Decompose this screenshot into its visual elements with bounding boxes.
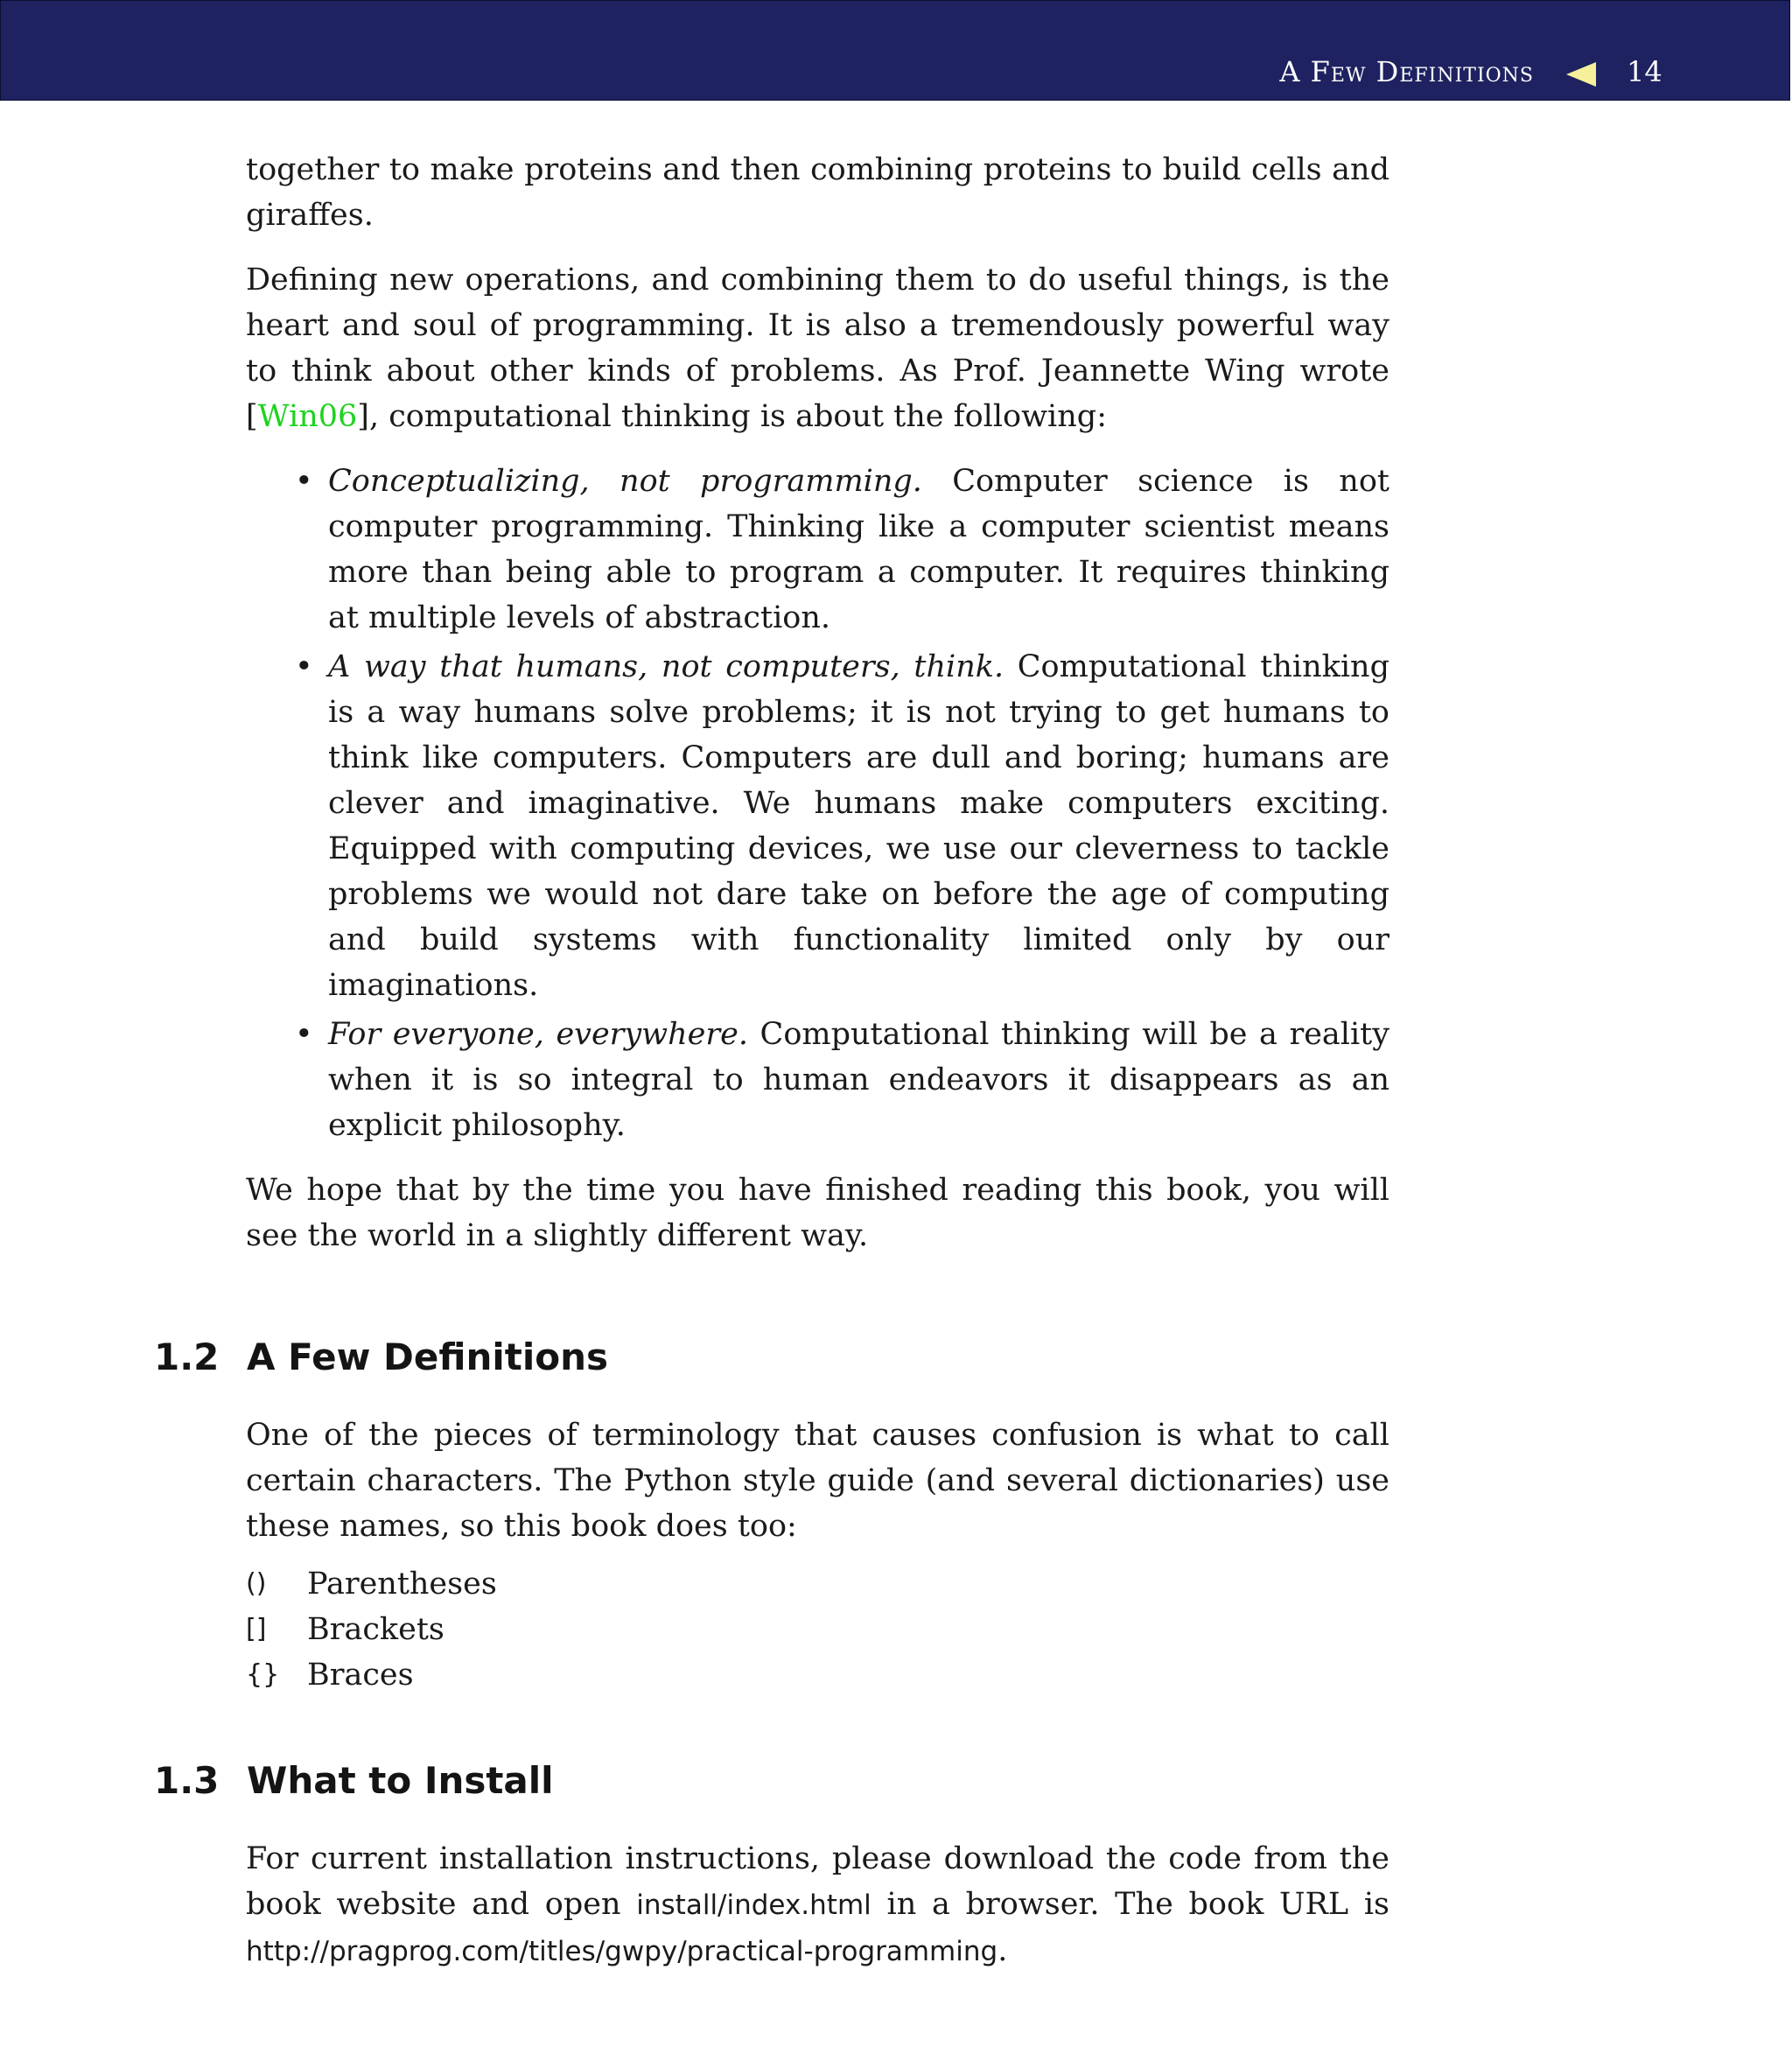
bullet-icon: • xyxy=(295,649,313,684)
character-symbol: {} xyxy=(246,1659,280,1690)
install-paragraph xyxy=(246,1836,1390,1974)
bullet-icon: • xyxy=(295,464,313,499)
bullet-lead: A way that humans, not computers, think. xyxy=(328,649,1004,684)
intro-paragraph-1: together to make proteins and then combining proteins to build cells and giraffes. xyxy=(246,152,1390,233)
bullet-text: Computational thinking is a way humans solve problems; it is not trying to get humans to think like computers. Computers are dull and boring; humans are clever and imaginative. We humans make computers exciting. Equipped with computing devices, we use our cleverness to tackle problems we would not dare take on before the age of computing and build systems with functionality limited only by our imaginations. xyxy=(328,649,1390,1003)
left-triangle-icon[interactable] xyxy=(1566,62,1596,87)
list-item xyxy=(246,459,1390,641)
character-symbol: () xyxy=(246,1568,267,1599)
intro-paragraph-2-start: Defining new operations, and combining them to do useful things, is the heart and soul of programming. It is also a tremendously powerful way to think about other kinds of problems. As Prof. Jeannette Wing wrote [ xyxy=(246,263,1390,434)
bullet-text: Computer science is not computer programming. Thinking like a computer scientist means more than being able to program a computer. It requires thinking at multiple levels of abstraction. xyxy=(328,464,1390,635)
list-item xyxy=(246,1561,1390,1607)
list-item xyxy=(246,1607,1390,1652)
install-text-middle: in a browser. The book URL is xyxy=(871,1887,1390,1922)
character-name: Braces xyxy=(307,1658,414,1693)
citation-link[interactable]: Win06 xyxy=(257,399,358,434)
section-1-3-body xyxy=(246,1836,1390,1994)
section-number: 1.3 xyxy=(154,1759,220,1802)
bullet-lead: For everyone, everywhere. xyxy=(328,1017,748,1052)
bullet-list xyxy=(246,459,1390,1148)
section-heading-1-2 xyxy=(154,1335,608,1378)
character-name: Brackets xyxy=(307,1612,444,1647)
character-symbol: [] xyxy=(246,1614,267,1644)
list-item xyxy=(246,1012,1390,1148)
section-number: 1.2 xyxy=(154,1335,220,1378)
running-header-title: A Few Definitions xyxy=(1279,55,1534,88)
closing-paragraph: We hope that by the time you have finished reading this book, you will see the world in a slightly different way. xyxy=(246,1173,1390,1253)
body-text xyxy=(246,147,1390,1278)
running-header xyxy=(0,0,1790,101)
section-title: A Few Definitions xyxy=(247,1335,609,1378)
install-path: install/index.html xyxy=(636,1889,872,1921)
character-name: Parentheses xyxy=(307,1567,497,1602)
section-heading-1-3 xyxy=(154,1759,554,1802)
book-url-link[interactable]: http://pragprog.com/titles/gwpy/practical-programming xyxy=(246,1936,998,1967)
section-1-2-body xyxy=(246,1413,1390,1698)
list-item xyxy=(246,644,1390,1008)
definitions-paragraph: One of the pieces of terminology that causes confusion is what to call certain characters. The Python style guide (and several dictionaries) use these names, so this book does too: xyxy=(246,1418,1390,1544)
character-list xyxy=(246,1561,1390,1698)
page-number: 14 xyxy=(1627,55,1662,88)
intro-paragraph-2 xyxy=(246,257,1390,439)
bullet-icon: • xyxy=(295,1017,313,1052)
intro-paragraph-2-end: ], computational thinking is about the following: xyxy=(357,399,1107,434)
install-text-start: For current installation instructions, please download the code from the book website and open xyxy=(246,1841,1390,1922)
list-item xyxy=(246,1652,1390,1698)
install-text-end: . xyxy=(998,1933,1008,1968)
bullet-text: Computational thinking will be a reality when it is so integral to human endeavors it disappears as an explicit philosophy. xyxy=(328,1017,1390,1143)
bullet-lead: Conceptualizing, not programming. xyxy=(328,464,922,499)
section-title: What to Install xyxy=(247,1759,554,1802)
